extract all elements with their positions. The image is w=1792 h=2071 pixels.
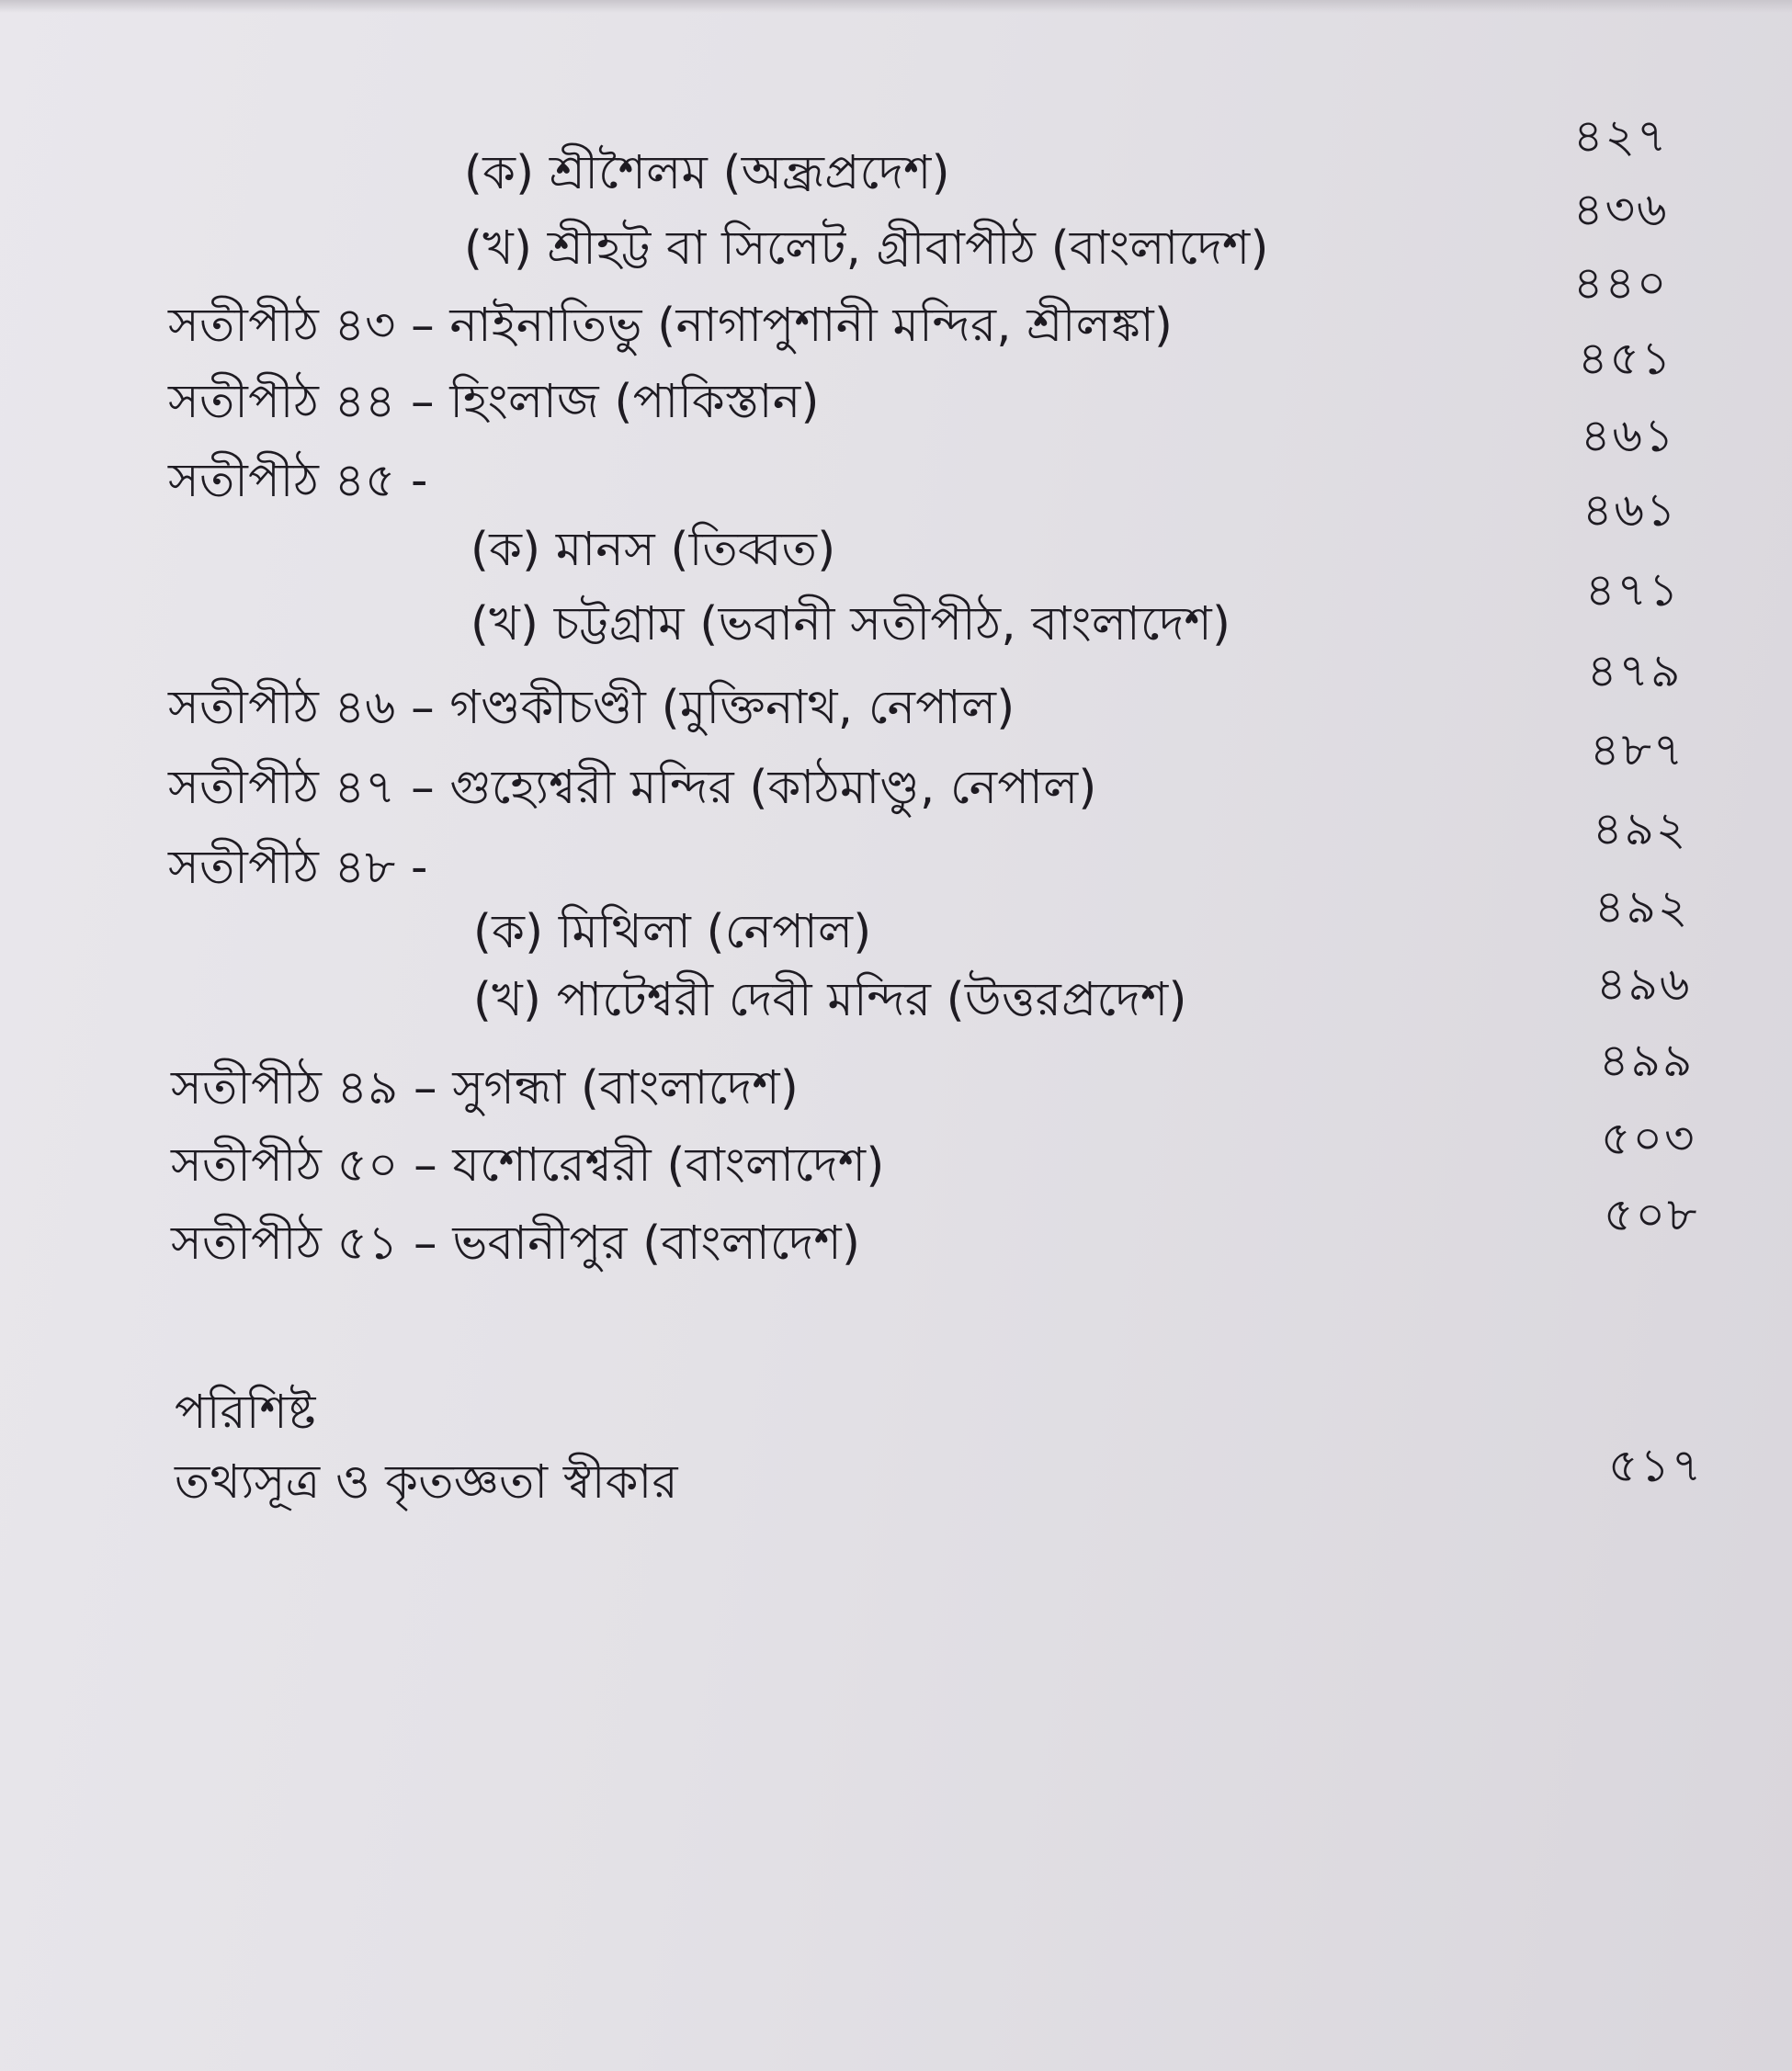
toc-entry: সতীপীঠ ৫১ – ভবানীপুর (বাংলাদেশ) xyxy=(171,1217,861,1271)
appendix-page-number: ৫১৭ xyxy=(1608,1439,1704,1492)
page-number: ৪৭১ xyxy=(1585,563,1681,617)
page-number: ৫০৩ xyxy=(1601,1112,1696,1165)
toc-entry: (ক) মিথিলা (নেপাল) xyxy=(473,905,872,959)
page-number: ৪৯২ xyxy=(1593,802,1688,855)
page-number: ৪৮৭ xyxy=(1590,723,1685,776)
page-number: ৪৪০ xyxy=(1573,256,1669,310)
page-number: ৪৬১ xyxy=(1581,409,1676,462)
toc-entry: সতীপীঠ ৪৯ – সুগন্ধা (বাংলাদেশ) xyxy=(171,1061,800,1115)
toc-entry: সতীপীঠ ৪৪ – হিংলাজ (পাকিস্তান) xyxy=(168,375,820,429)
toc-entry: সতীপীঠ ৪৮ - xyxy=(168,841,428,895)
toc-entry: সতীপীঠ ৪৫ - xyxy=(168,454,428,508)
appendix-heading: পরিশিষ্ট xyxy=(175,1386,316,1440)
toc-entry: সতীপীঠ ৪৬ – গণ্ডকীচণ্ডী (মুক্তিনাথ, নেপাল) xyxy=(168,681,1015,735)
page-number: ৪২৭ xyxy=(1573,109,1669,163)
page-number: ৪৯২ xyxy=(1594,880,1690,934)
page-number: ৪৯৯ xyxy=(1599,1034,1695,1087)
toc-entry: সতীপীঠ ৪৩ – নাইনাতিভু (নাগাপুশানী মন্দির, শ্রীলঙ্কা) xyxy=(168,299,1174,353)
toc-entry: সতীপীঠ ৪৭ – গুহ্যেশ্বরী মন্দির (কাঠমাণ্ডু, নেপাল) xyxy=(168,761,1097,815)
page-number: ৫০৮ xyxy=(1604,1188,1699,1241)
appendix-item: তথ্যসূত্র ও কৃতজ্ঞতা স্বীকার xyxy=(175,1455,678,1510)
page-top-shadow xyxy=(0,0,1792,13)
page-number: ৪৫১ xyxy=(1578,332,1673,385)
toc-entry: (খ) চট্টগ্রাম (ভবানী সতীপীঠ, বাংলাদেশ) xyxy=(471,597,1231,651)
toc-entry: সতীপীঠ ৫০ – যশোরেশ্বরী (বাংলাদেশ) xyxy=(171,1138,885,1193)
toc-entry: (ক) মানস (তিব্বত) xyxy=(471,523,836,577)
page-number: ৪৭৯ xyxy=(1587,644,1683,697)
page-number: ৪৩৬ xyxy=(1573,183,1669,236)
toc-entry: (খ) শ্রীহট্ট বা সিলেট, গ্রীবাপীঠ (বাংলাদেশ) xyxy=(464,221,1269,276)
toc-entry: (ক) শ্রীশৈলম (অন্ধ্রপ্রদেশ) xyxy=(464,146,950,200)
page-number: ৪৬১ xyxy=(1582,483,1678,537)
toc-entry: (খ) পাটেশ্বরী দেবী মন্দির (উত্তরপ্রদেশ) xyxy=(473,973,1187,1027)
page-number: ৪৯৬ xyxy=(1596,957,1692,1011)
